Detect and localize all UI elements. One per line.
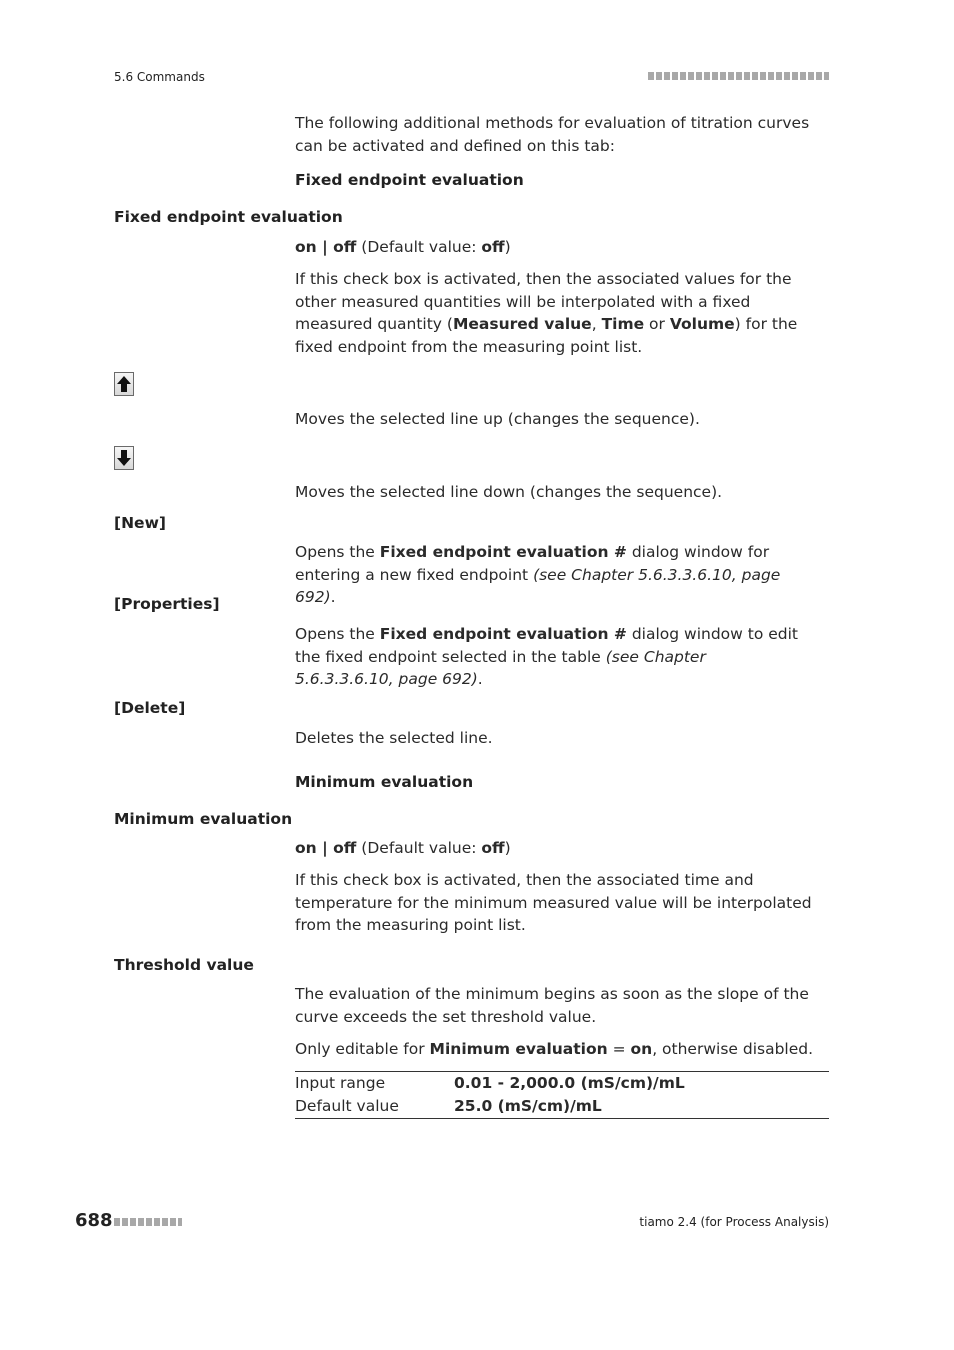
note-text: = xyxy=(607,1040,631,1058)
move-down-description: Moves the selected line down (changes the sequence). xyxy=(295,483,723,501)
value-off: off xyxy=(333,839,357,857)
threshold-value-table xyxy=(295,1071,829,1119)
fixed-endpoint-param-label: Fixed endpoint evaluation xyxy=(114,208,343,226)
fixed-endpoint-values xyxy=(295,236,835,259)
intro-paragraph: The following additional methods for evaluation of titration curves can be activated and defined on this tab: xyxy=(295,114,810,155)
page-number: 688 xyxy=(75,1210,113,1231)
value-off: off xyxy=(333,238,357,256)
default-open: (Default value: xyxy=(356,238,482,256)
default-value: off xyxy=(481,839,505,857)
desc-text: dialog window to edit the fixed endpoint selected in the table xyxy=(295,625,798,666)
table-row xyxy=(295,1072,829,1095)
product-name: tiamo 2.4 (for Process Analysis) xyxy=(639,1215,829,1229)
table-row xyxy=(295,1095,829,1118)
desc-text: ) for the fixed endpoint from the measuring point list. xyxy=(295,315,798,356)
fixed-endpoint-description xyxy=(295,268,825,358)
move-down-button[interactable] xyxy=(114,446,134,470)
dialog-name: Fixed endpoint evaluation # xyxy=(379,543,627,561)
minimum-param-label: Minimum evaluation xyxy=(114,810,293,828)
note-value: on xyxy=(630,1040,653,1058)
threshold-param-label: Threshold value xyxy=(114,956,254,974)
table-value: 25.0 (mS/cm)/mL xyxy=(454,1097,602,1115)
minimum-description: If this check box is activated, then the associated time and temperature for the minimum measured value will be interpolated from the measuring point list. xyxy=(295,871,812,934)
new-button-label: [New] xyxy=(114,514,166,532)
default-value: off xyxy=(481,238,505,256)
fixed-endpoint-section-heading: Fixed endpoint evaluation xyxy=(295,171,524,189)
new-description xyxy=(295,541,825,609)
default-close: ) xyxy=(504,238,511,256)
desc-text: . xyxy=(330,588,336,606)
note-text: Only editable for xyxy=(295,1040,430,1058)
header-dots-decoration xyxy=(648,72,829,80)
note-param: Minimum evaluation xyxy=(429,1040,608,1058)
properties-button-label: [Properties] xyxy=(114,595,220,613)
note-text: , otherwise disabled. xyxy=(652,1040,814,1058)
delete-button-label: [Delete] xyxy=(114,699,186,717)
minimum-values xyxy=(295,837,835,860)
value-on: on xyxy=(295,839,317,857)
desc-time: Time xyxy=(601,315,645,333)
threshold-editable-note xyxy=(295,1038,835,1061)
desc-text: , xyxy=(591,315,602,333)
chapter-reference-link[interactable]: (see Chapter 5.6.3.3.6.10, page 692) xyxy=(295,565,781,606)
desc-text: Opens the xyxy=(295,543,380,561)
table-key: Input range xyxy=(295,1074,386,1092)
arrow-up-icon xyxy=(115,373,133,395)
chapter-reference-link[interactable]: (see Chapter 5.6.3.3.6.10, page 692) xyxy=(295,647,706,688)
value-separator: | xyxy=(316,839,334,857)
default-open: (Default value: xyxy=(356,839,482,857)
properties-description xyxy=(295,623,805,691)
value-on: on xyxy=(295,238,317,256)
threshold-description: The evaluation of the minimum begins as soon as the slope of the curve exceeds the set threshold value. xyxy=(295,985,809,1026)
table-key: Default value xyxy=(295,1097,399,1115)
desc-text: . xyxy=(477,670,483,688)
desc-text: dialog window for entering a new fixed endpoint xyxy=(295,543,770,584)
value-separator: | xyxy=(316,238,334,256)
desc-measured-value: Measured value xyxy=(452,315,592,333)
default-close: ) xyxy=(504,839,511,857)
desc-text: If this check box is activated, then the associated values for the other measured quantities will be interpolated with a fixed measured quantity ( xyxy=(295,270,792,333)
desc-text: or xyxy=(644,315,670,333)
footer-dots-decoration xyxy=(114,1218,182,1226)
dialog-name: Fixed endpoint evaluation # xyxy=(379,625,627,643)
minimum-section-heading: Minimum evaluation xyxy=(295,773,474,791)
move-up-description: Moves the selected line up (changes the sequence). xyxy=(295,410,700,428)
desc-volume: Volume xyxy=(669,315,735,333)
move-up-button[interactable] xyxy=(114,372,134,396)
delete-description: Deletes the selected line. xyxy=(295,729,493,747)
table-value: 0.01 - 2,000.0 (mS/cm)/mL xyxy=(454,1074,685,1092)
running-header-section: 5.6 Commands xyxy=(114,70,205,84)
arrow-down-icon xyxy=(115,447,133,469)
desc-text: Opens the xyxy=(295,625,380,643)
